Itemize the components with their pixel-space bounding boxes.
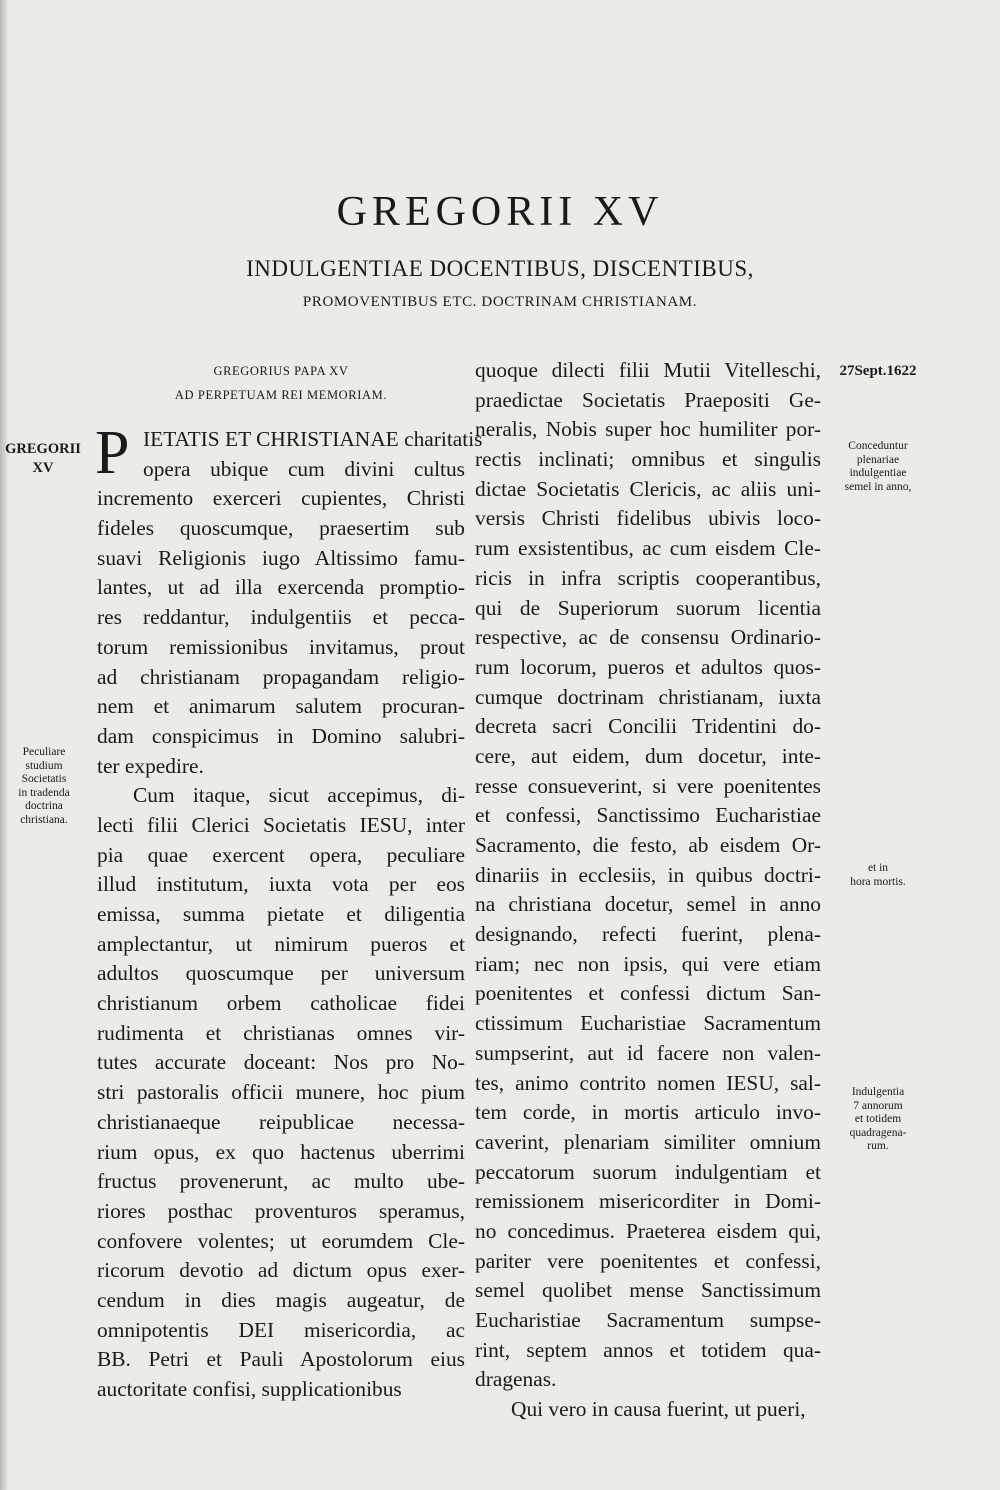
text-line: emissa, summa pietate et diligentia bbox=[97, 902, 465, 926]
text-line: IETATIS ET CHRISTIANAE charitatis bbox=[143, 427, 483, 451]
margin-line: plenariae bbox=[856, 453, 900, 466]
margin-line: Conceduntur bbox=[848, 440, 908, 452]
text-line: fideles quoscumque, praesertim sub bbox=[97, 516, 465, 541]
text-line: confovere volentes; ut eorumdem Cle- bbox=[97, 1228, 465, 1253]
text-line: pia quae exercent opera, peculiare bbox=[97, 842, 465, 867]
text-line: remissionem misericorditer in Domi- bbox=[475, 1189, 821, 1214]
text-line: Qui vero in causa fuerint, ut pueri, bbox=[511, 1397, 806, 1422]
text-line: adultos quoscumque per universum bbox=[97, 961, 465, 986]
right-margin-note-hora-mortis bbox=[826, 862, 930, 889]
text-line: lecti filii Clerici Societatis IESU, inter bbox=[97, 812, 465, 837]
text-line: tutes accurate doceant: Nos pro No- bbox=[97, 1050, 465, 1075]
text-line: praedictae Societatis Praepositi Ge- bbox=[475, 387, 821, 412]
margin-line: et totidem bbox=[854, 1113, 902, 1126]
text-line: res reddantur, indulgentiis et pecca- bbox=[97, 605, 465, 630]
text-line: ricis in infra scriptis cooperantibus, bbox=[475, 565, 821, 590]
text-line: no concedimus. Praeterea eisdem qui, bbox=[475, 1218, 821, 1243]
text-line: rium opus, ex quo hactenus uberrimi bbox=[97, 1139, 465, 1164]
left-text-column bbox=[95, 419, 483, 1405]
text-line: BB. Petri et Pauli Apostolorum eius bbox=[97, 1347, 465, 1372]
text-line: cumque doctrinam christianam, iuxta bbox=[475, 684, 821, 709]
margin-line: indulgentiae bbox=[849, 467, 907, 480]
text-line: rudimenta et christianas omnes vir- bbox=[97, 1020, 465, 1045]
text-line: rum exsistentibus, ac cum eisdem Cle- bbox=[475, 536, 821, 561]
margin-line: XV bbox=[32, 460, 54, 476]
margin-line: 7 annorum bbox=[853, 1099, 903, 1112]
text-line: suavi Religionis iugo Altissimo famu- bbox=[97, 545, 465, 570]
text-line: tes, animo contrito nomen IESU, sal- bbox=[475, 1070, 821, 1095]
text-line: decreta sacri Concilii Tridentini do- bbox=[475, 714, 821, 739]
text-line: quoque dilecti filii Mutii Vitelleschi, bbox=[475, 358, 821, 382]
text-line: riam; nec non ipsis, qui vere etiam bbox=[475, 951, 821, 976]
text-line: christianum orbem catholicae fidei bbox=[97, 991, 465, 1016]
text-line: lantes, ut ad illa exercenda promptio- bbox=[97, 575, 465, 600]
text-line: resse consueverint, si vere poenitentes bbox=[475, 773, 821, 798]
margin-line: et in bbox=[867, 862, 889, 874]
drop-cap: P bbox=[95, 419, 130, 487]
text-line: designando, refecti fuerint, plena- bbox=[475, 922, 821, 947]
text-line: fructus provenerunt, ac multo ube- bbox=[97, 1169, 465, 1194]
margin-line: rum. bbox=[867, 1140, 889, 1153]
text-line: illud institutum, iuxta vota per eos bbox=[97, 872, 465, 897]
text-line: et confessi, Sanctissimo Eucharistiae bbox=[475, 803, 821, 828]
salutation-line-1: GREGORIUS PAPA XV bbox=[213, 364, 349, 378]
text-line: dragenas. bbox=[475, 1367, 557, 1392]
text-line: dictae Societatis Clericis, ac aliis uni- bbox=[475, 476, 821, 501]
text-line: Cum itaque, sicut accepimus, di- bbox=[133, 783, 465, 808]
text-line: ctissimum Eucharistiae Sacramentum bbox=[475, 1011, 821, 1036]
right-text-column bbox=[475, 356, 821, 1425]
text-line: sumpserint, aut id facere non valen- bbox=[475, 1040, 821, 1065]
margin-line: semel in anno, bbox=[844, 480, 912, 493]
text-line: nem et animarum salutem procuran- bbox=[97, 694, 465, 719]
margin-line: christiana. bbox=[20, 813, 68, 826]
text-line: cendum in dies magis augeatur, de bbox=[97, 1287, 465, 1312]
margin-date: 27Sept.1622 bbox=[839, 363, 917, 379]
text-line: qui de Superiorum suorum licentia bbox=[475, 595, 821, 620]
margin-line: Societatis bbox=[21, 773, 67, 786]
text-line: rectis inclinati; omnibus et singulis bbox=[475, 447, 821, 472]
text-line: ad christianam propagandam religio- bbox=[97, 664, 465, 689]
text-line: rint, septem annos et totidem qua- bbox=[475, 1337, 821, 1362]
text-line: Eucharistiae Sacramentum sumpse- bbox=[475, 1308, 821, 1332]
left-margin-running-head bbox=[0, 440, 86, 478]
text-line: riores posthac proventuros speramus, bbox=[97, 1198, 465, 1223]
text-line: respective, ac de consensu Ordinario- bbox=[475, 625, 821, 650]
margin-line: doctrina bbox=[25, 800, 63, 813]
salutation-line-2: AD PERPETUAM REI MEMORIAM. bbox=[174, 388, 388, 402]
text-line: ter expedire. bbox=[97, 753, 204, 778]
text-line: Sacramento, die festo, ab eisdem Or- bbox=[475, 833, 821, 857]
text-line: versis Christi fidelibus ubivis loco- bbox=[475, 506, 821, 531]
margin-line: Peculiare bbox=[22, 746, 66, 758]
right-margin-note-indulgentia bbox=[826, 1086, 930, 1154]
right-margin-note-plenary bbox=[826, 440, 930, 494]
document-subtitle: INDULGENTIAE DOCENTIBUS, DISCENTIBUS, bbox=[246, 256, 754, 281]
text-line: omnipotentis DEI misericordia, ac bbox=[97, 1317, 465, 1342]
margin-line: GREGORII bbox=[5, 441, 81, 457]
text-line: amplectantur, ut nimirum pueros et bbox=[97, 931, 465, 956]
margin-line: hora mortis. bbox=[850, 875, 906, 888]
text-line: na christiana docetur, semel in anno bbox=[475, 892, 821, 917]
text-line: incremento exerceri cupientes, Christi bbox=[97, 486, 465, 511]
document-subtitle-second-line: PROMOVENTIBUS ETC. DOCTRINAM CHRISTIANAM. bbox=[302, 294, 698, 310]
document-title: GREGORII XV bbox=[336, 189, 664, 235]
text-line: semel quolibet mense Sanctissimum bbox=[475, 1278, 821, 1303]
text-line: neralis, Nobis super hoc humiliter por- bbox=[475, 417, 821, 442]
text-line: stri pastoralis officii munere, hoc pium bbox=[97, 1080, 465, 1105]
text-line: rum locorum, pueros et adultos quos- bbox=[475, 654, 821, 679]
text-line: caverint, plenariam similiter omnium bbox=[475, 1129, 821, 1154]
margin-line: studium bbox=[25, 759, 63, 772]
text-line: dam conspicimus in Domino salubri- bbox=[97, 723, 465, 748]
text-line: peccatorum suorum indulgentiam et bbox=[475, 1159, 821, 1184]
text-line: dinariis in ecclesiis, in quibus doctri- bbox=[475, 862, 821, 887]
text-line: cere, aut eidem, dum docetur, inte- bbox=[475, 743, 821, 768]
text-line: christianaeque reipublicae necessa- bbox=[97, 1109, 465, 1134]
text-line: poenitentes et confessi dictum San- bbox=[475, 981, 821, 1006]
left-margin-note bbox=[4, 746, 84, 828]
text-line: opera ubique cum divini cultus bbox=[143, 456, 465, 481]
margin-line: Indulgentia bbox=[851, 1086, 905, 1098]
text-line: tem corde, in mortis articulo invo- bbox=[475, 1100, 821, 1125]
margin-line: in tradenda bbox=[18, 786, 70, 799]
text-line: pariter vere poenitentes et confessi, bbox=[475, 1248, 821, 1273]
text-line: ricorum devotio ad dictum opus exer- bbox=[97, 1258, 465, 1283]
text-line: torum remissionibus invitamus, prout bbox=[97, 634, 465, 659]
text-line: auctoritate confisi, supplicationibus bbox=[97, 1377, 402, 1401]
margin-line: quadragena- bbox=[849, 1126, 907, 1139]
